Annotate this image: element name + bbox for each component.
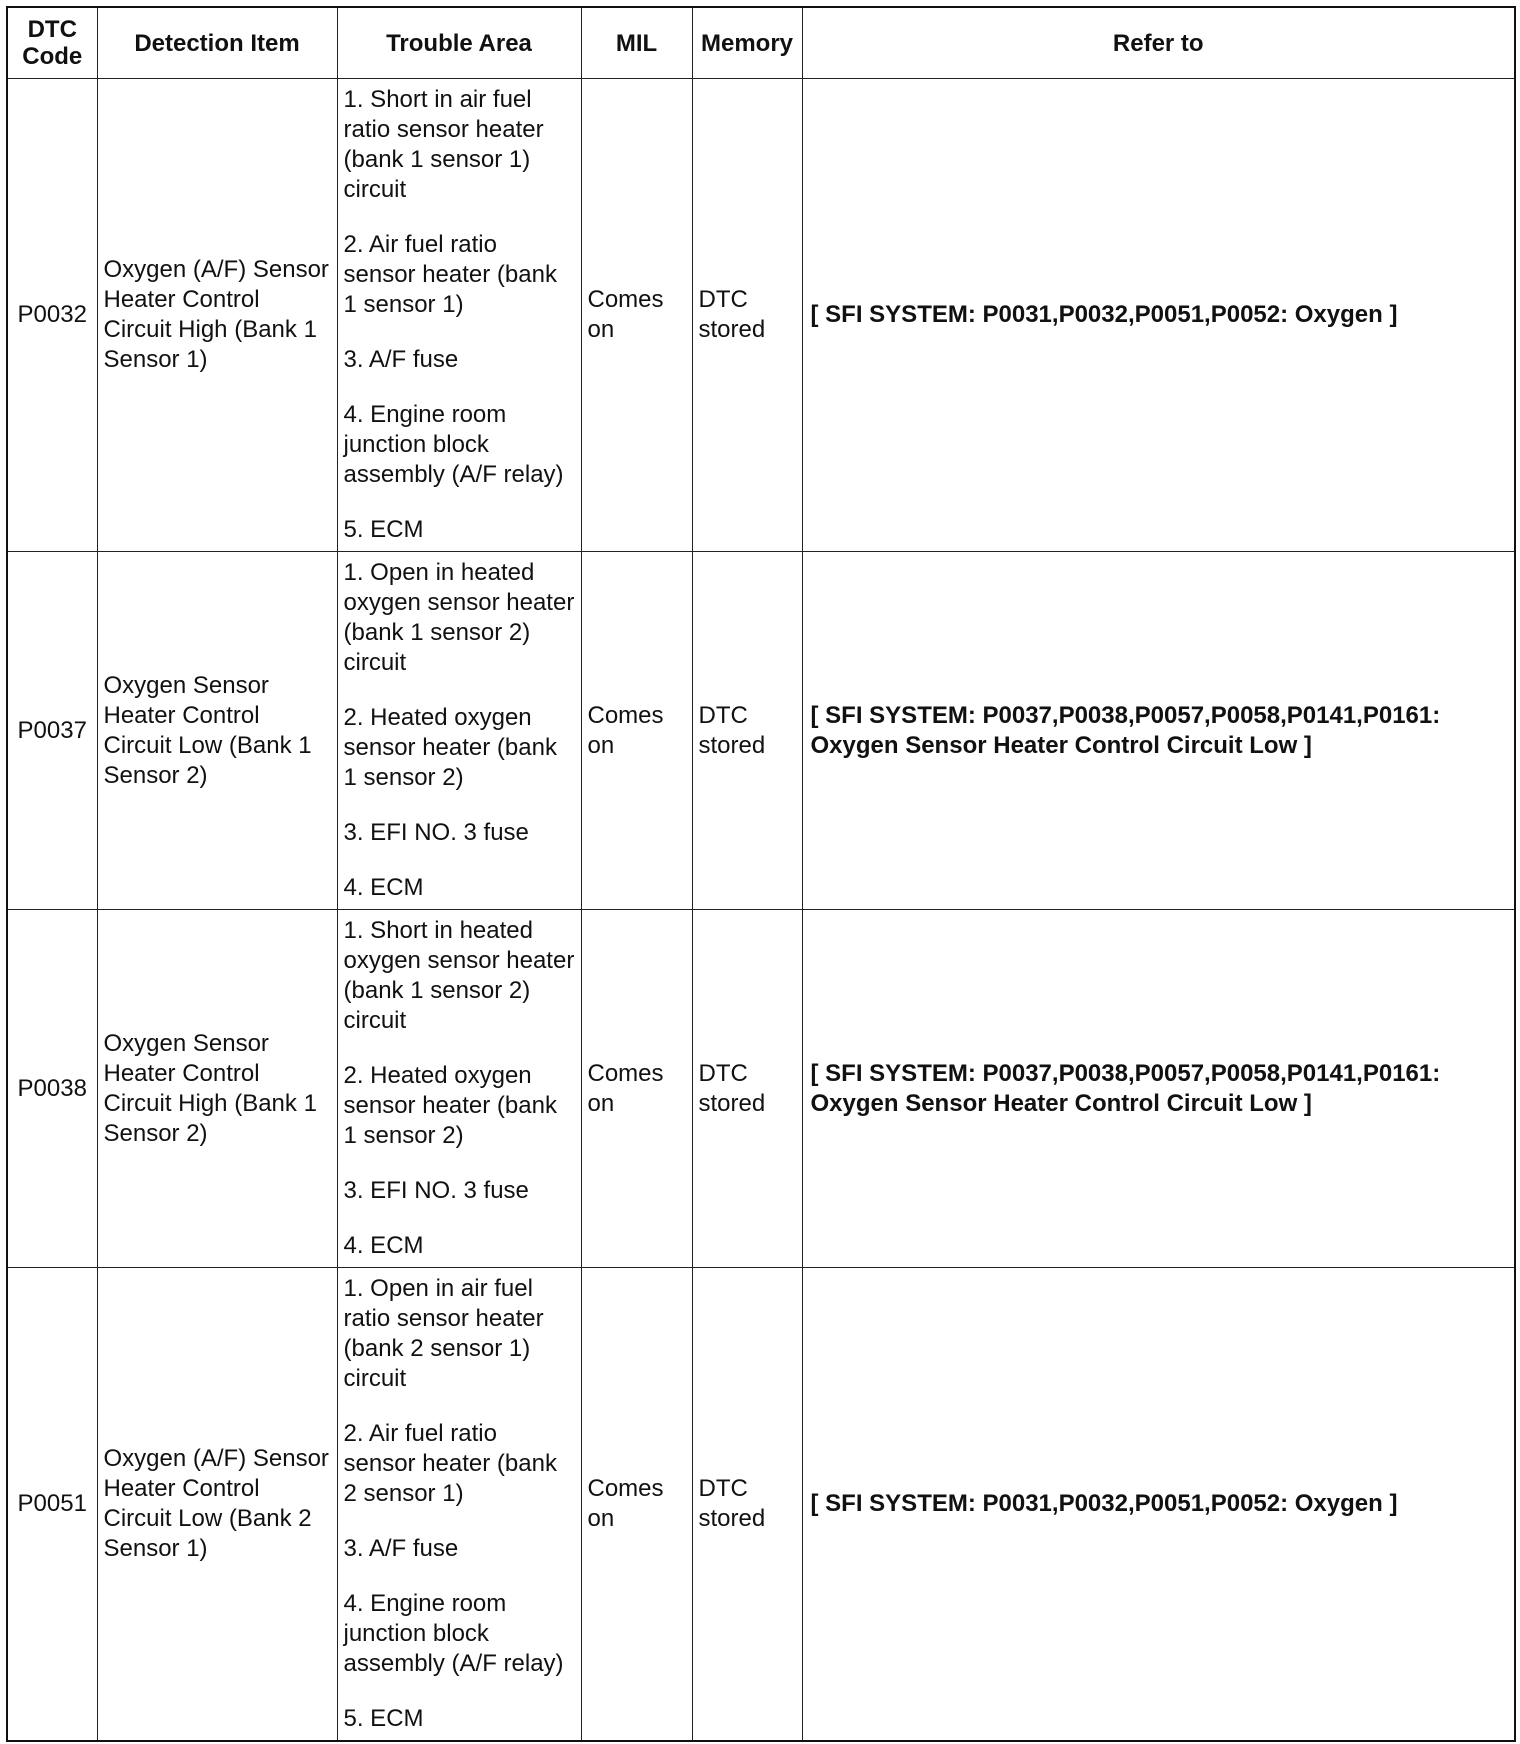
refer-to-link[interactable]: [ SFI SYSTEM: P0031,P0032,P0051,P0052: Oxygen ] — [810, 301, 1398, 328]
trouble-area-list — [338, 910, 581, 1267]
trouble-area-cell — [337, 910, 581, 1268]
table-row — [7, 910, 1515, 1268]
trouble-area-list — [338, 79, 581, 551]
mil-cell — [581, 79, 692, 552]
header-trouble-area: Trouble Area — [337, 7, 581, 79]
trouble-area-cell — [337, 552, 581, 910]
dtc-code-cell — [7, 1268, 97, 1742]
memory-status: DTC stored — [698, 701, 766, 759]
trouble-area-item: 4. ECM — [343, 1232, 424, 1259]
table-header — [7, 7, 1515, 79]
table-body — [7, 79, 1515, 1742]
header-mil: MIL — [581, 7, 692, 79]
trouble-area-item: 2. Air fuel ratio sensor heater (bank 2 sensor 1) — [343, 1420, 557, 1507]
trouble-area-item: 2. Heated oxygen sensor heater (bank 1 sensor 2) — [343, 1062, 557, 1149]
mil-cell — [581, 1268, 692, 1742]
detection-item-cell — [97, 552, 337, 910]
table-row — [7, 1268, 1515, 1742]
mil-status: Comes on — [587, 1475, 664, 1532]
trouble-area-item: 3. A/F fuse — [343, 1535, 459, 1562]
refer-to-cell — [802, 79, 1515, 552]
mil-status: Comes on — [587, 701, 664, 759]
dtc-code-cell — [7, 552, 97, 910]
trouble-area-item: 2. Air fuel ratio sensor heater (bank 1 sensor 1) — [343, 231, 557, 318]
detection-item-cell — [97, 1268, 337, 1742]
memory-status: DTC stored — [698, 1475, 766, 1532]
mil-cell — [581, 552, 692, 910]
dtc-code: P0051 — [17, 1490, 87, 1517]
detection-item: Oxygen (A/F) Sensor Heater Control Circuit Low (Bank 2 Sensor 1) — [103, 1445, 329, 1562]
detection-item-cell — [97, 79, 337, 552]
mil-status: Comes on — [587, 1059, 664, 1117]
memory-cell — [692, 552, 802, 910]
mil-cell — [581, 910, 692, 1268]
header-memory: Memory — [692, 7, 802, 79]
table-row — [7, 79, 1515, 552]
refer-to-cell — [802, 552, 1515, 910]
trouble-area-item: 4. Engine room junction block assembly (A/F relay) — [343, 401, 564, 488]
trouble-area-item: 1. Open in air fuel ratio sensor heater (bank 2 sensor 1) circuit — [343, 1275, 544, 1392]
trouble-area-item: 5. ECM — [343, 1705, 424, 1732]
header-row — [7, 7, 1515, 79]
dtc-table-container — [6, 6, 1514, 1742]
trouble-area-list — [338, 1268, 581, 1740]
mil-status: Comes on — [587, 286, 664, 343]
dtc-code: P0032 — [17, 301, 87, 328]
trouble-area-item: 3. EFI NO. 3 fuse — [343, 1177, 529, 1204]
trouble-area-cell — [337, 79, 581, 552]
dtc-code: P0037 — [17, 716, 87, 744]
trouble-area-item: 3. EFI NO. 3 fuse — [343, 819, 529, 846]
detection-item-cell — [97, 910, 337, 1268]
memory-cell — [692, 910, 802, 1268]
header-detection-item: Detection Item — [97, 7, 337, 79]
trouble-area-item: 5. ECM — [343, 516, 424, 543]
refer-to-link[interactable]: [ SFI SYSTEM: P0037,P0038,P0057,P0058,P0141,P0161: Oxygen Sensor Heater Control Circuit Low ] — [810, 1059, 1441, 1117]
trouble-area-list — [338, 552, 581, 909]
dtc-code-cell — [7, 910, 97, 1268]
trouble-area-item: 4. ECM — [343, 874, 424, 901]
refer-to-link[interactable]: [ SFI SYSTEM: P0031,P0032,P0051,P0052: Oxygen ] — [810, 1490, 1398, 1517]
dtc-table — [6, 6, 1516, 1742]
memory-cell — [692, 1268, 802, 1742]
trouble-area-item: 1. Short in air fuel ratio sensor heater (bank 1 sensor 1) circuit — [343, 86, 544, 203]
trouble-area-item: 1. Short in heated oxygen sensor heater (bank 1 sensor 2) circuit — [343, 917, 575, 1034]
dtc-code-cell — [7, 79, 97, 552]
table-row — [7, 552, 1515, 910]
trouble-area-item: 1. Open in heated oxygen sensor heater (bank 1 sensor 2) circuit — [343, 559, 575, 676]
trouble-area-item: 4. Engine room junction block assembly (A/F relay) — [343, 1590, 564, 1677]
memory-status: DTC stored — [698, 1059, 766, 1117]
detection-item: Oxygen Sensor Heater Control Circuit High (Bank 1 Sensor 2) — [103, 1029, 317, 1147]
refer-to-cell — [802, 910, 1515, 1268]
refer-to-link[interactable]: [ SFI SYSTEM: P0037,P0038,P0057,P0058,P0141,P0161: Oxygen Sensor Heater Control Circuit Low ] — [810, 701, 1441, 759]
header-dtc-code: DTC Code — [7, 7, 97, 79]
trouble-area-item: 2. Heated oxygen sensor heater (bank 1 sensor 2) — [343, 704, 557, 791]
dtc-code: P0038 — [17, 1074, 87, 1102]
trouble-area-item: 3. A/F fuse — [343, 346, 459, 373]
memory-status: DTC stored — [698, 286, 766, 343]
header-refer-to: Refer to — [802, 7, 1515, 79]
detection-item: Oxygen (A/F) Sensor Heater Control Circuit High (Bank 1 Sensor 1) — [103, 256, 329, 373]
trouble-area-cell — [337, 1268, 581, 1742]
memory-cell — [692, 79, 802, 552]
detection-item: Oxygen Sensor Heater Control Circuit Low (Bank 1 Sensor 2) — [103, 671, 312, 789]
refer-to-cell — [802, 1268, 1515, 1742]
